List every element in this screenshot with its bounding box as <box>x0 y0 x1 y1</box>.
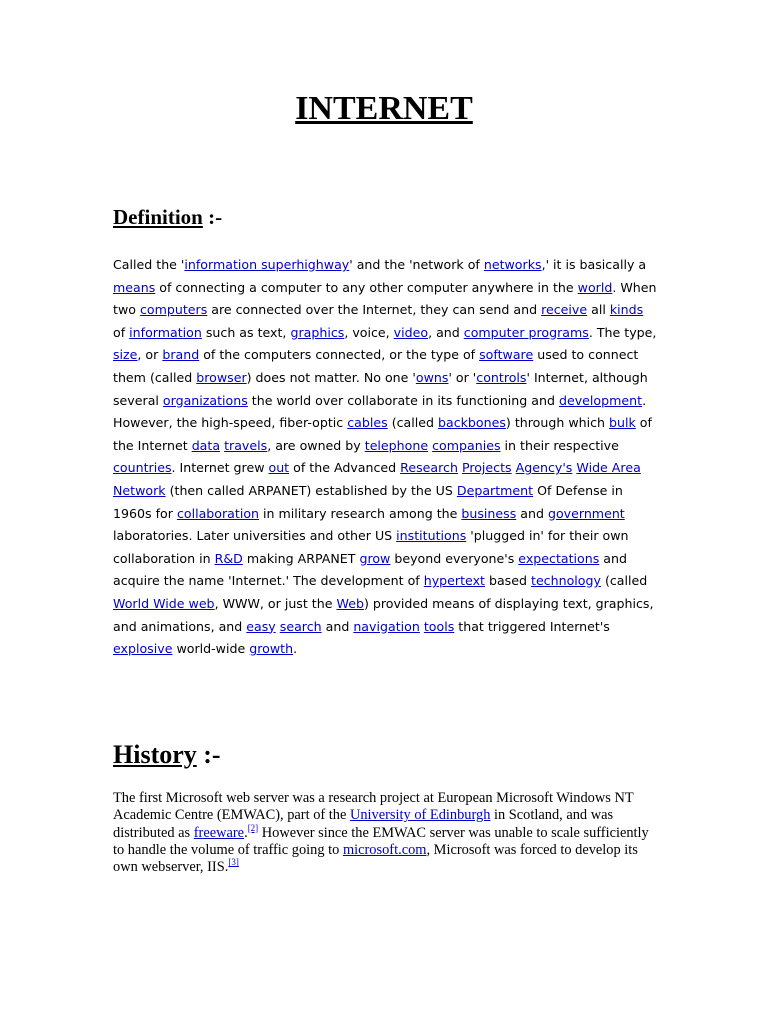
definition-text: and <box>516 505 548 521</box>
definition-text: , are owned by <box>267 437 365 453</box>
definition-link[interactable]: size <box>113 347 138 363</box>
definition-link[interactable]: hypertext <box>423 573 485 589</box>
definition-link[interactable]: Research <box>400 460 458 476</box>
definition-text: ) through which <box>505 415 610 431</box>
definition-text: all <box>587 302 610 318</box>
definition-link[interactable]: travels <box>224 437 268 453</box>
definition-link[interactable]: cables <box>347 415 388 431</box>
definition-text: in military research among the <box>259 505 462 521</box>
definition-text: (called <box>387 415 438 431</box>
definition-text: ,' it is basically a <box>541 257 647 272</box>
definition-link[interactable]: Projects <box>461 460 512 476</box>
definition-text: , or <box>137 347 163 363</box>
history-citation-link[interactable]: [2] <box>247 822 259 833</box>
definition-link[interactable]: countries <box>113 460 172 476</box>
definition-link[interactable]: collaboration <box>176 505 259 521</box>
definition-text: . Internet grew <box>171 460 269 476</box>
definition-link[interactable]: explosive <box>113 641 173 657</box>
history-link[interactable]: freeware <box>193 824 245 841</box>
definition-paragraph <box>113 254 658 661</box>
history-link[interactable]: University of Edinburgh <box>349 807 491 824</box>
definition-heading-suffix: :- <box>202 205 223 229</box>
definition-link[interactable]: growth <box>249 641 294 657</box>
definition-text: and acquire the name 'Internet.' The development of <box>113 550 627 589</box>
definition-link[interactable]: controls <box>476 369 527 385</box>
definition-link[interactable]: telephone <box>364 437 429 453</box>
history-link[interactable]: microsoft.com <box>342 841 427 858</box>
definition-text: world-wide <box>172 641 250 657</box>
history-text: However since the EMWAC server was unable to scale sufficiently to handle the volume of traffic going to <box>113 824 649 858</box>
definition-link[interactable]: technology <box>531 573 601 589</box>
definition-link[interactable]: Department <box>456 482 534 498</box>
definition-text: the world over collaborate in its functioning and <box>247 392 559 408</box>
definition-link[interactable]: bulk <box>609 415 636 431</box>
definition-text: ' Internet, although several <box>113 369 648 408</box>
definition-text: in their respective <box>500 437 619 453</box>
definition-link[interactable]: owns <box>415 369 449 385</box>
definition-text: of the computers connected, or the type of <box>199 347 480 363</box>
history-paragraph <box>113 790 658 876</box>
definition-text: such as text, <box>201 324 291 340</box>
definition-link[interactable]: search <box>279 618 322 634</box>
history-citation <box>248 823 259 833</box>
definition-text: . The type, <box>588 324 657 340</box>
definition-link[interactable]: data <box>191 437 221 453</box>
definition-link[interactable]: information <box>129 324 202 340</box>
history-citation <box>228 857 239 867</box>
definition-link[interactable]: institutions <box>396 528 467 544</box>
definition-text: of the Internet <box>113 415 652 453</box>
definition-link[interactable]: World Wide web <box>113 595 215 611</box>
definition-link[interactable]: development <box>558 392 643 408</box>
definition-link[interactable]: organizations <box>162 392 248 408</box>
history-text: in Scotland, and was distributed as <box>113 807 614 841</box>
definition-text: making ARPANET <box>242 550 360 566</box>
definition-link[interactable]: means <box>113 279 156 295</box>
definition-text: (then called ARPANET) established by the US <box>165 482 457 498</box>
definition-link[interactable]: Web <box>336 595 364 611</box>
definition-link[interactable]: world <box>577 279 613 295</box>
definition-text: of connecting a computer to any other computer anywhere in the <box>155 279 578 295</box>
definition-text: beyond everyone's <box>390 550 519 566</box>
definition-heading <box>113 205 222 230</box>
definition-text: ) does not matter. No one ' <box>246 369 416 385</box>
definition-text: that triggered Internet's <box>454 618 610 634</box>
definition-link[interactable]: Wide Area Network <box>113 460 641 498</box>
definition-link[interactable]: government <box>547 505 625 521</box>
history-text: , Microsoft was forced to develop its own webserver, IIS. <box>113 841 638 876</box>
definition-heading-text: Definition <box>113 205 203 229</box>
definition-text: are connected over the Internet, they can send and <box>207 302 542 318</box>
definition-text: ' or ' <box>448 369 477 385</box>
page-title: INTERNET <box>295 90 473 127</box>
definition-link[interactable]: grow <box>359 550 391 566</box>
definition-link[interactable]: graphics <box>290 324 345 340</box>
history-citation-link[interactable]: [3] <box>228 857 239 868</box>
definition-link[interactable]: video <box>393 324 429 340</box>
definition-link[interactable]: Agency's <box>515 460 573 476</box>
definition-text: used to connect them (called <box>113 347 639 385</box>
definition-link[interactable]: kinds <box>609 302 644 318</box>
definition-text: , voice, <box>344 324 394 340</box>
definition-link[interactable]: information superhighway <box>184 257 350 272</box>
definition-text: (called <box>600 573 648 589</box>
definition-link[interactable]: business <box>461 505 517 521</box>
history-heading-text: History <box>113 740 197 769</box>
history-text: . <box>244 824 248 841</box>
definition-link[interactable]: navigation <box>353 618 420 634</box>
definition-text: . However, the high-speed, fiber-optic <box>113 392 647 431</box>
definition-link[interactable]: expectations <box>518 550 600 566</box>
definition-text: , WWW, or just the <box>214 595 337 611</box>
definition-text: , and <box>428 324 464 340</box>
definition-link[interactable]: computer programs <box>463 324 589 340</box>
definition-text: 'plugged in' for their own collaboration in <box>113 528 629 566</box>
definition-text: Of Defense in 1960s for <box>113 482 623 521</box>
definition-link[interactable]: companies <box>432 437 501 453</box>
definition-text: ) provided means of displaying text, graphics, and animations, and <box>113 595 654 634</box>
definition-text: based <box>484 573 531 589</box>
definition-text: of <box>113 324 130 340</box>
definition-link[interactable]: out <box>268 460 290 476</box>
definition-link[interactable]: networks <box>483 257 542 272</box>
definition-text: and <box>321 618 354 634</box>
history-heading <box>113 740 221 770</box>
definition-link[interactable]: tools <box>423 618 455 634</box>
definition-text: ' and the 'network of <box>349 257 484 272</box>
definition-text: Called the ' <box>113 257 185 272</box>
definition-link[interactable]: computers <box>139 302 208 318</box>
definition-link[interactable]: browser <box>196 369 247 385</box>
definition-text: of the Advanced <box>289 460 401 476</box>
definition-link[interactable]: R&D <box>214 550 243 566</box>
definition-link[interactable]: easy <box>246 618 276 634</box>
history-heading-suffix: :- <box>196 740 221 769</box>
definition-text: laboratories. Later universities and other US <box>113 528 397 544</box>
history-text: The first Microsoft web server was a research project at European Microsoft Windows NT Academic Centre (EMWAC), part of the <box>113 790 634 824</box>
definition-link[interactable]: software <box>479 347 534 363</box>
definition-link[interactable]: backbones <box>438 415 506 431</box>
definition-text: . When two <box>113 279 657 318</box>
definition-link[interactable]: brand <box>162 347 200 363</box>
definition-text: . <box>293 641 298 657</box>
definition-link[interactable]: receive <box>541 302 588 318</box>
